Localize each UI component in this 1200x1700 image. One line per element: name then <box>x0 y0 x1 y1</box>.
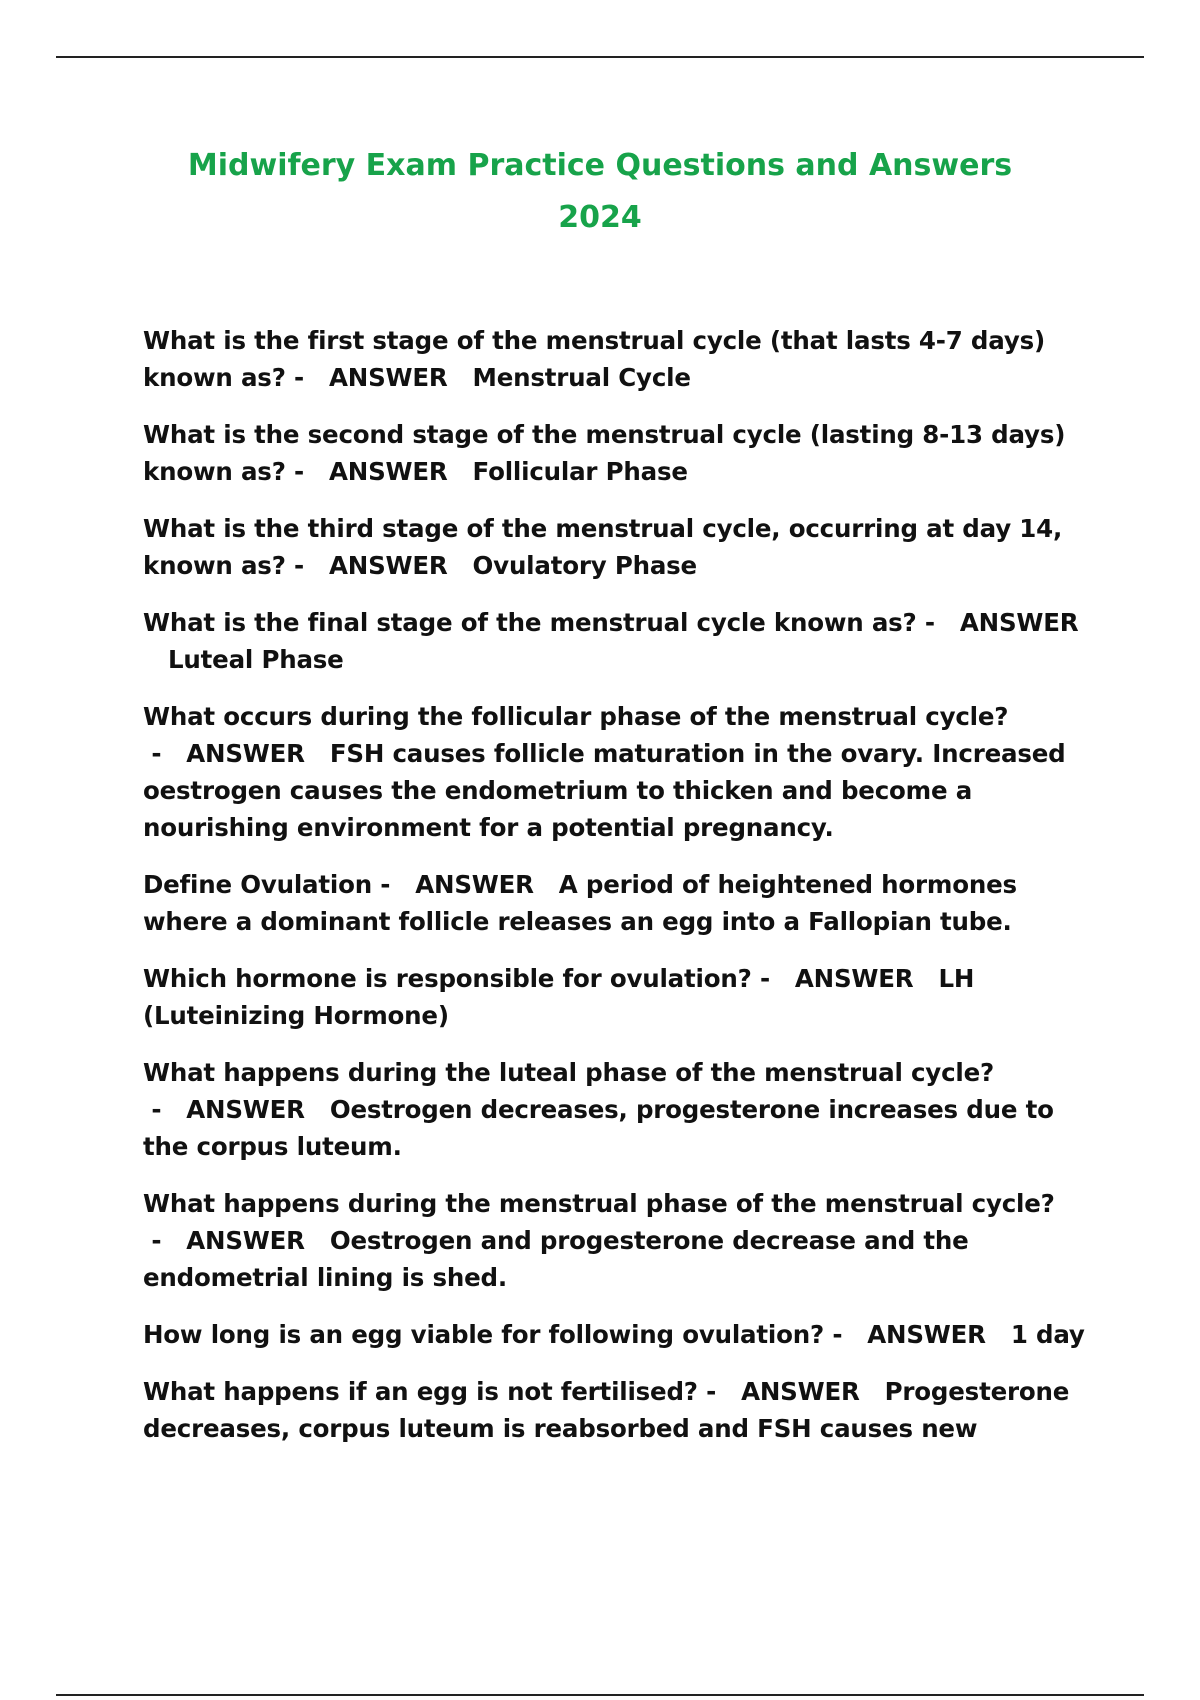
answer-text: Ovulatory Phase <box>472 551 697 580</box>
answer-label: ANSWER <box>741 1377 860 1406</box>
question-text: What is the second stage of the menstrual cycle (lasting 8-13 days) known as? <box>143 420 1066 486</box>
question-text: Define Ovulation <box>143 870 372 899</box>
question-text: Which hormone is responsible for ovulation? <box>143 964 752 993</box>
answer-text: FSH causes follicle maturation in the ovary. Increased oestrogen causes the endometrium to thicken and become a nourishing environment for a potential pregnancy. <box>143 739 1066 842</box>
answer-label: ANSWER <box>186 1226 305 1255</box>
separator: - <box>285 457 329 486</box>
qa-item <box>143 416 1103 490</box>
question-text: What is the third stage of the menstrual cycle, occurring at day 14, known as? <box>143 514 1063 580</box>
question-text: What happens during the luteal phase of the menstrual cycle? <box>143 1058 995 1087</box>
answer-label: ANSWER <box>186 1095 305 1124</box>
separator: - <box>285 551 329 580</box>
answer-text: Oestrogen and progesterone decrease and the endometrial lining is shed. <box>143 1226 969 1292</box>
qa-list <box>143 322 1103 1467</box>
qa-item <box>143 1373 1103 1447</box>
qa-item <box>143 604 1103 678</box>
top-rule <box>56 56 1144 58</box>
qa-item <box>143 960 1103 1034</box>
answer-label: ANSWER <box>794 964 914 993</box>
answer-label: ANSWER <box>959 608 1079 637</box>
separator: - <box>824 1320 868 1349</box>
answer-label: ANSWER <box>415 870 534 899</box>
question-text: What happens during the menstrual phase of the menstrual cycle? <box>143 1189 1055 1218</box>
answer-text: Menstrual Cycle <box>472 363 691 392</box>
answer-label: ANSWER <box>867 1320 986 1349</box>
document-title-line2: 2024 <box>558 200 642 235</box>
question-text: What is the first stage of the menstrual cycle (that lasts 4-7 days) known as? <box>143 326 1045 392</box>
answer-text: Follicular Phase <box>472 457 688 486</box>
qa-item <box>143 866 1103 940</box>
separator: - <box>371 870 416 899</box>
answer-text: 1 day <box>1010 1320 1085 1349</box>
answer-label: ANSWER <box>329 363 448 392</box>
separator: - <box>697 1377 742 1406</box>
separator: - <box>285 363 329 392</box>
qa-item <box>143 1185 1103 1296</box>
question-text: How long is an egg viable for following ovulation? <box>143 1320 824 1349</box>
qa-item <box>143 1054 1103 1165</box>
answer-text: LH (Luteinizing Hormone) <box>143 964 975 1030</box>
answer-label: ANSWER <box>186 739 305 768</box>
bottom-rule <box>56 1694 1144 1696</box>
separator: - <box>143 1095 187 1124</box>
separator: - <box>143 1226 187 1255</box>
answer-label: ANSWER <box>329 457 448 486</box>
question-text: What is the final stage of the menstrual cycle known as? <box>143 608 917 637</box>
qa-item <box>143 322 1103 396</box>
separator: - <box>143 739 187 768</box>
document-title-line1: Midwifery Exam Practice Questions and Answers <box>187 148 1013 183</box>
answer-text: A period of heightened hormones where a dominant follicle releases an egg into a Fallopian tube. <box>143 870 1017 936</box>
answer-text: Oestrogen decreases, progesterone increases due to the corpus luteum. <box>143 1095 1054 1161</box>
qa-item <box>143 698 1103 846</box>
separator: - <box>916 608 960 637</box>
answer-text: Luteal Phase <box>168 645 344 674</box>
question-text: What occurs during the follicular phase of the menstrual cycle? <box>143 702 1009 731</box>
answer-label: ANSWER <box>329 551 448 580</box>
qa-item <box>143 510 1103 584</box>
question-text: What happens if an egg is not fertilised? <box>143 1377 698 1406</box>
document-title <box>120 140 1080 244</box>
answer-text: Progesterone decreases, corpus luteum is reabsorbed and FSH causes new <box>143 1377 1070 1443</box>
qa-item <box>143 1316 1103 1353</box>
separator: - <box>751 964 795 993</box>
